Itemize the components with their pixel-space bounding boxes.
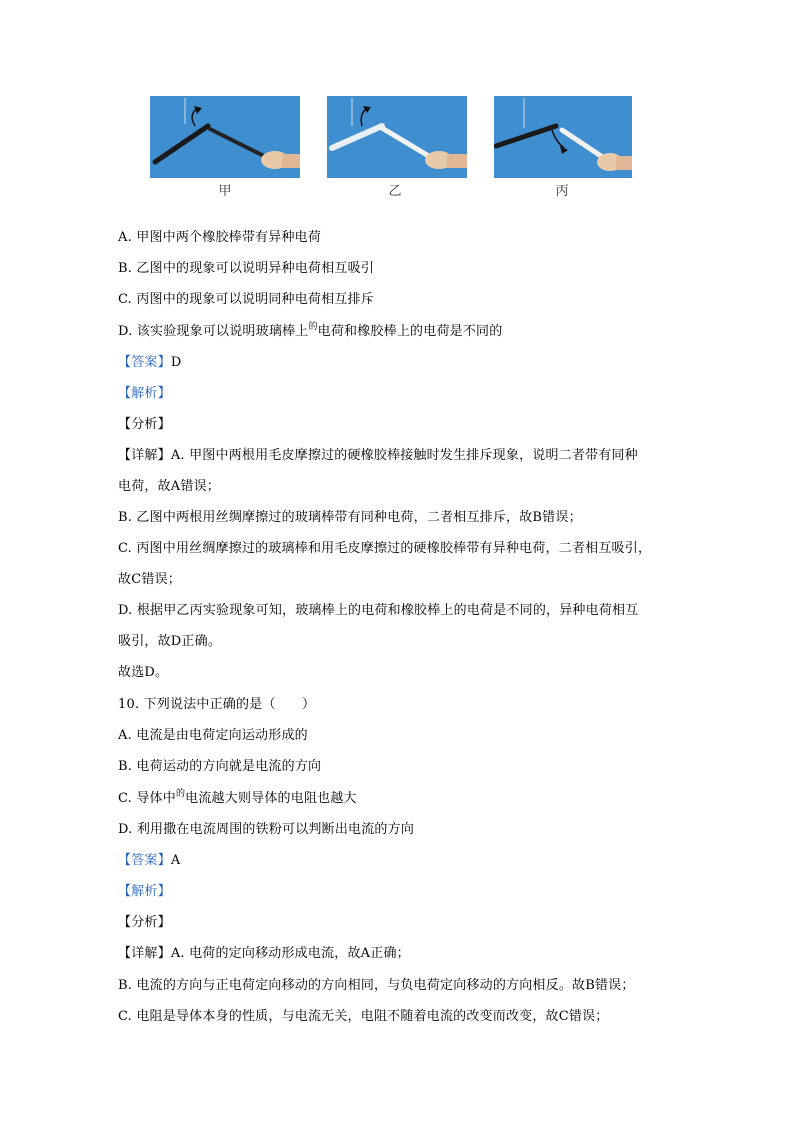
figure-yi (327, 96, 467, 199)
experiment-figures (150, 96, 632, 199)
q9-option-d (118, 322, 502, 343)
q9-fenxi-tag: 【分析】 (118, 417, 171, 432)
q10-detail-line-1 (118, 944, 410, 964)
q10-option-c-sup: 的 (175, 789, 186, 799)
figure-caption-yi: 乙 (388, 184, 402, 199)
q10-jiexi-tag: 【解析】 (118, 884, 171, 899)
q9-detail-line-7: 吸引，故D正确。 (118, 634, 222, 649)
q9-detail-line-2: 电荷，故A错误； (118, 479, 220, 494)
figure-jia-image (150, 96, 300, 178)
q10-option-d: D. 利用撒在电流周围的铁粉可以判断出电流的方向 (118, 822, 415, 837)
q9-detail-line-4: C. 丙图中用丝绸摩擦过的玻璃棒和用毛皮摩擦过的硬橡胶棒带有异种电荷，二者相互吸引， (118, 541, 652, 556)
q9-option-d-post: 电荷和橡胶棒上的电荷是不同的 (317, 324, 503, 339)
q9-option-d-pre: D. 该实验现象可以说明玻璃棒上 (118, 324, 309, 339)
q9-option-a: A. 甲图中两个橡胶棒带有异种电荷 (118, 230, 322, 245)
q9-option-b: B. 乙图中的现象可以说明异种电荷相互吸引 (118, 261, 375, 276)
q9-detail-line-6: D. 根据甲乙丙实验现象可知，玻璃棒上的电荷和橡胶棒上的电荷是不同的，异种电荷相互 (118, 603, 639, 618)
q9-answer (118, 353, 181, 373)
q9-option-d-sup: 的 (308, 322, 318, 332)
q10-answer (118, 851, 180, 871)
figure-caption-jia: 甲 (218, 184, 232, 199)
q10-fenxi-tag: 【分析】 (118, 915, 171, 930)
q10-detail-line-2: B. 电流的方向与正电荷定向移动的方向相同，与负电荷定向移动的方向相反。故B错误； (118, 978, 635, 993)
figure-jia (150, 96, 300, 199)
xiangjie-tag: 【详解】 (118, 946, 171, 961)
q9-detail-line-3: B. 乙图中两根用丝绸摩擦过的玻璃棒带有同种电荷，二者相互排斥，故B错误； (118, 510, 582, 525)
figure-yi-image (327, 96, 467, 178)
q9-detail-line-5: 故C错误； (118, 572, 181, 587)
q10-option-c-pre: C. 导体中 (118, 791, 176, 806)
q9-detail-line-1 (118, 446, 638, 466)
answer-tag: 【答案】 (118, 853, 171, 868)
q10-option-a: A. 电流是由电荷定向运动形成的 (118, 728, 308, 743)
figure-caption-bing: 丙 (555, 184, 569, 199)
xiangjie-tag: 【详解】 (118, 448, 171, 463)
q10-option-b: B. 电荷运动的方向就是电流的方向 (118, 759, 322, 774)
answer-value: A (170, 853, 181, 868)
q10-option-c-post: 电流越大则导体的电阻也越大 (185, 791, 357, 806)
q10-stem: 10. 下列说法中正确的是（ ） (118, 697, 316, 712)
answer-value: D (170, 355, 182, 370)
q10-option-c (118, 789, 357, 810)
q9-option-c: C. 丙图中的现象可以说明同种电荷相互排斥 (118, 292, 374, 307)
q10-detail-text-1: A. 电荷的定向移动形成电流，故A正确； (170, 946, 410, 961)
q9-detail-text-1: A. 甲图中两根用毛皮摩擦过的硬橡胶棒接触时发生排斥现象，说明二者带有同种 (170, 448, 638, 463)
q9-jiexi-tag: 【解析】 (118, 386, 171, 401)
q10-detail-line-3: C. 电阻是导体本身的性质，与电流无关，电阻不随着电流的改变而改变，故C错误； (118, 1009, 609, 1024)
answer-tag: 【答案】 (118, 355, 171, 370)
figure-bing (494, 96, 632, 199)
q9-detail-line-8: 故选D。 (118, 665, 169, 680)
figure-bing-image (494, 96, 632, 178)
